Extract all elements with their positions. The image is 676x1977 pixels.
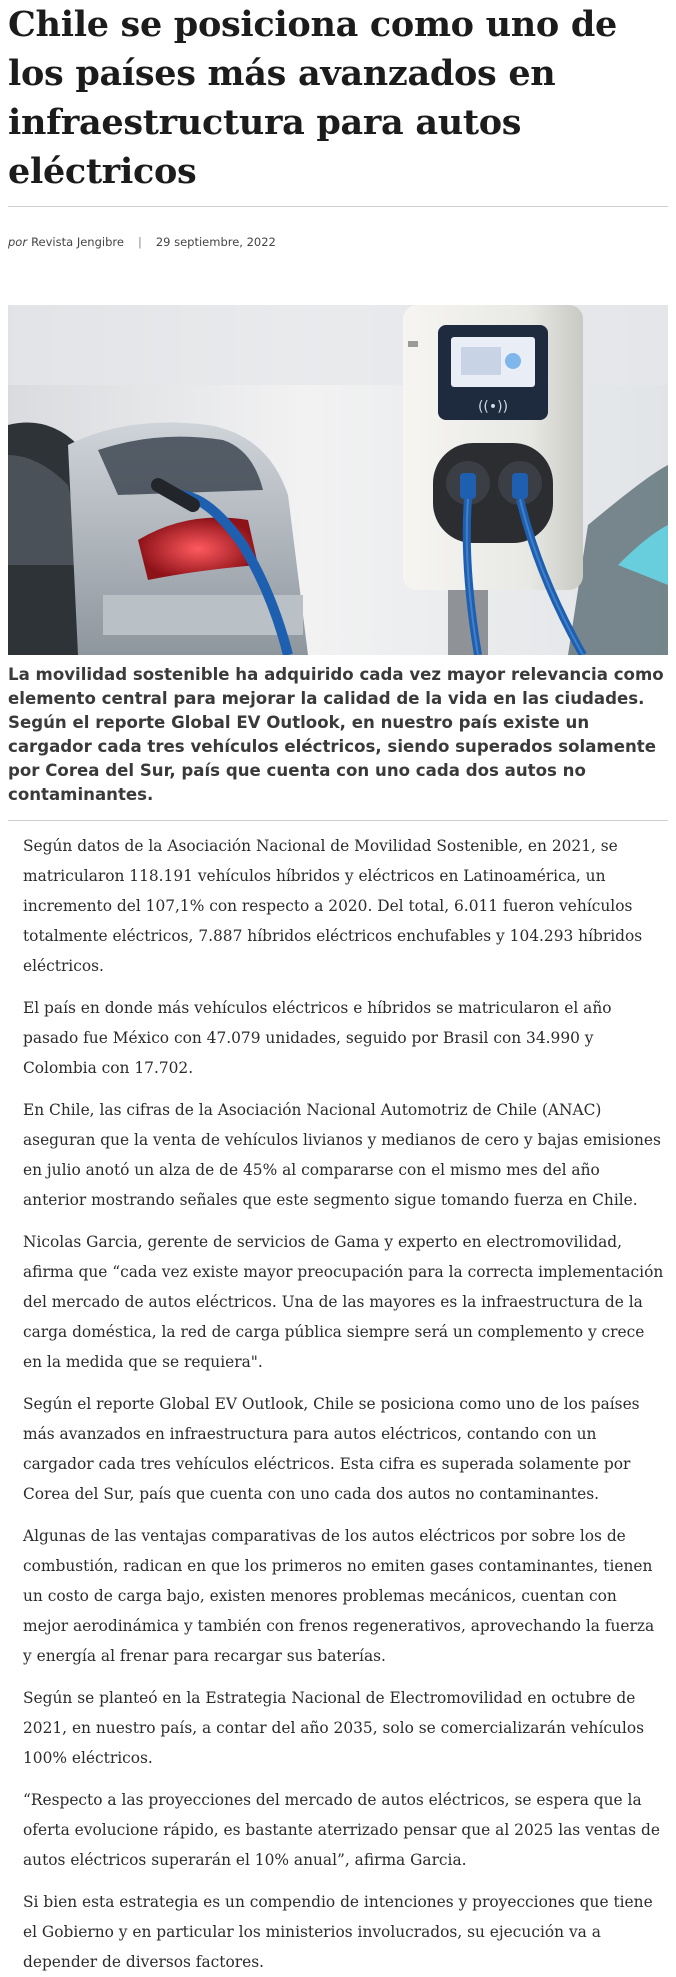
article-headline: Chile se posiciona como uno de los países más avanzados en infraestructura para autos eléctricos <box>8 4 617 192</box>
article-body <box>8 831 668 1977</box>
article-paragraph: Según datos de la Asociación Nacional de Movilidad Sostenible, en 2021, se matricularon 118.191 vehículos híbridos y eléctricos en Latinoamérica, un incremento del 107,1% con respecto a 2020. Del total, 6.011 fueron vehículos totalmente eléctricos, 7.887 híbridos eléctricos enchufables y 104.293 híbridos eléctricos. <box>23 837 643 975</box>
article-paragraph: Nicolas Garcia, gerente de servicios de Gama y experto en electromovilidad, afirma que “cada vez existe mayor preocupación para la correcta implementación del mercado de autos eléctricos. Una de las mayores es la infraestructura de la carga doméstica, la red de carga pública siempre será un complemento y crece en la medida que se requiera". <box>23 1233 664 1371</box>
byline-prefix: por <box>8 235 28 249</box>
article-paragraph: Según el reporte Global EV Outlook, Chile se posiciona como uno de los países más avanzados en infraestructura para autos eléctricos, contando con un cargador cada tres vehículos eléctricos. Esta cifra es superada solamente por Corea del Sur, país que cuenta con uno cada dos autos no contaminantes. <box>23 1395 640 1503</box>
byline-author[interactable]: Revista Jengibre <box>31 235 124 249</box>
hero-image <box>8 305 668 655</box>
ev-charging-station-photo <box>8 305 668 655</box>
article-paragraph: “Respecto a las proyecciones del mercado de autos eléctricos, se espera que la oferta evolucione rápido, es bastante aterrizado pensar que al 2025 las ventas de autos eléctricos superarán el 10% anual”, afirma Garcia. <box>23 1791 660 1869</box>
lede-divider <box>8 820 668 821</box>
byline-separator: | <box>137 235 142 249</box>
article-paragraph: Según se planteó en la Estrategia Nacional de Electromovilidad en octubre de 2021, en nuestro país, a contar del año 2035, solo se comercializarán vehículos 100% eléctricos. <box>23 1689 645 1767</box>
article-lede: La movilidad sostenible ha adquirido cada vez mayor relevancia como elemento central para mejorar la calidad de la vida en las ciudades. Según el reporte Global EV Outlook, en nuestro país existe un cargador cada tres vehículos eléctricos, siendo superados solamente por Corea del Sur, país que cuenta con uno cada dos autos no contaminantes. <box>8 665 664 804</box>
article-paragraph: El país en donde más vehículos eléctricos e híbridos se matricularon el año pasado fue México con 47.079 unidades, seguido por Brasil con 34.990 y Colombia con 17.702. <box>23 999 612 1077</box>
article-paragraph: Si bien esta estrategia es un compendio de intenciones y proyecciones que tiene el Gobierno y en particular los ministerios involucrados, su ejecución va a depender de diversos factores. <box>23 1893 653 1971</box>
byline-date: 29 septiembre, 2022 <box>155 235 276 249</box>
headline-divider <box>8 206 668 207</box>
svg-text:((•)): ((•)) <box>477 399 509 415</box>
article-paragraph: Algunas de las ventajas comparativas de los autos eléctricos por sobre los de combustión, radican en que los primeros no emiten gases contaminantes, tienen un costo de carga bajo, existen menores problemas mecánicos, cuentan con mejor aerodinámica y también con frenos regenerativos, aprovechando la fuerza y energía al frenar para recargar sus baterías. <box>23 1527 655 1665</box>
article-paragraph: En Chile, las cifras de la Asociación Nacional Automotriz de Chile (ANAC) aseguran que la venta de vehículos livianos y medianos de cero y bajas emisiones en julio anotó un alza de de 45% al compararse con el mismo mes del año anterior mostrando señales que este segmento sigue tomando fuerza en Chile. <box>23 1101 661 1209</box>
byline <box>8 234 668 250</box>
